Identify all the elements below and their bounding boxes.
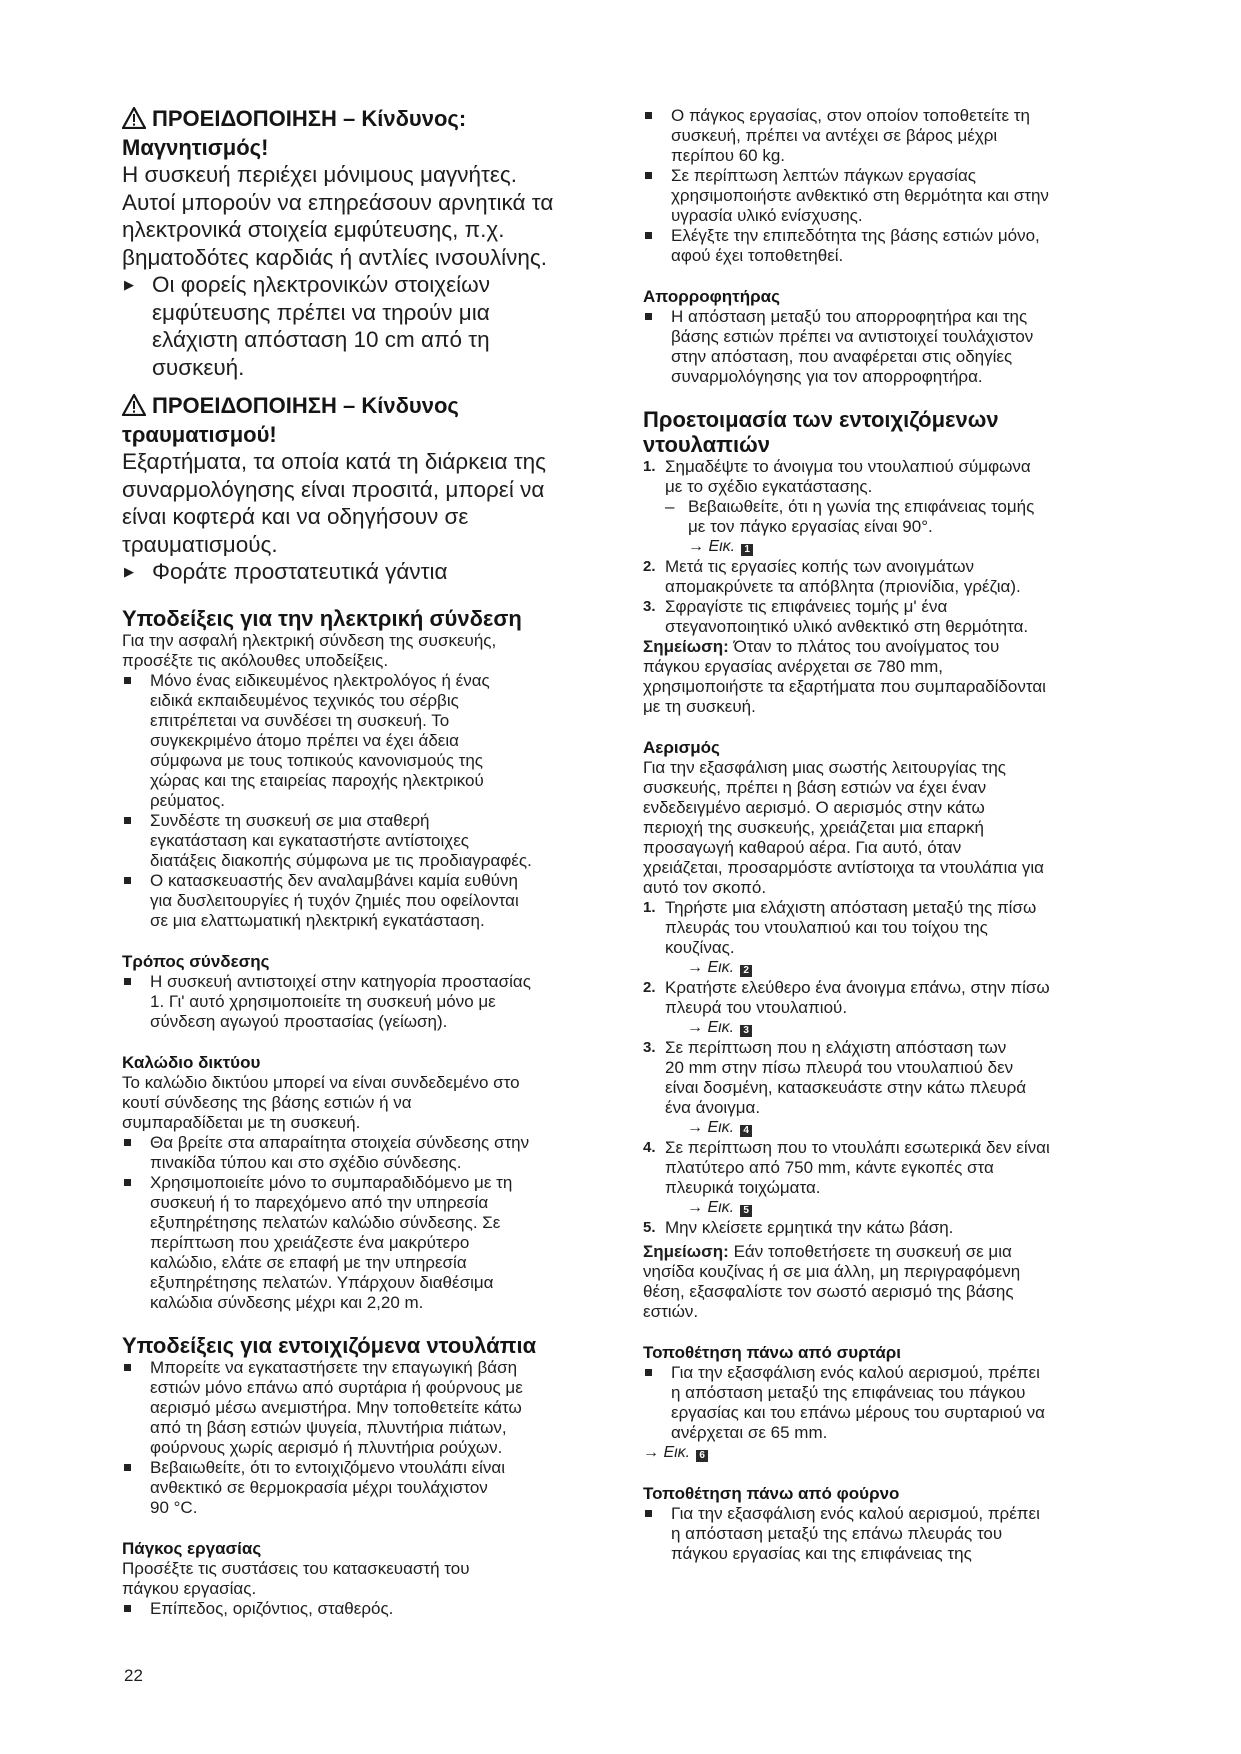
bullet-square-icon xyxy=(645,1510,652,1517)
figure-reference: → Εικ. 3 xyxy=(665,1018,1128,1038)
list-item: Βεβαιωθείτε, ότι το εντοιχιζόμενο ντουλάπι είναι ανθεκτικό σε θερμοκρασία μέχρι τουλάχιστον 90 °C. xyxy=(122,1458,612,1518)
bullet-square-icon xyxy=(124,1364,131,1371)
list-item: 3. Σφραγίστε τις επιφάνειες τομής μ' ένα στεγανοποιητικό υλικό ανθεκτικό στη θερμότητα. xyxy=(643,597,1029,636)
action-step: ▶ Φοράτε προστατευτικά γάντια xyxy=(124,559,448,584)
bullet-square-icon xyxy=(645,172,652,179)
figure-number-badge: 5 xyxy=(740,1205,752,1217)
section-heading: Απορροφητήρας xyxy=(643,287,780,306)
list-item: Μόνο ένας ειδικευμένος ηλεκτρολόγος ή ένας ειδικά εκπαιδευμένος τεχνικός του σέρβις επιτρέπεται να συνδέσει τη συσκευή. Το συγκεκριμένο άτομο πρέπει να έχει άδεια σύμφωνα με τους τοπικούς κανονισμούς της χώρας και της εταιρείας παροχής ηλεκτρικού ρεύματος. xyxy=(122,671,612,811)
warning-text: Η συσκευή περιέχει μόνιμους μαγνήτες. Αυτοί μπορούν να επηρεάσουν αρνητικά τα ηλεκτρονικά στοιχεία εμφύτευσης, π.χ. βηματοδότες καρδιάς ή αντλίες ινσουλίνης. xyxy=(122,162,554,270)
figure-reference: → Εικ. 5 xyxy=(665,1198,1128,1218)
list-item: Συνδέστε τη συσκευή σε μια σταθερή εγκατάσταση και εγκαταστήστε αντίστοιχες διατάξεις διακοπής σύμφωνα με τις προδιαγραφές. xyxy=(122,811,612,871)
list-item: 3. Σε περίπτωση που η ελάχιστη απόσταση των 20 mm στην πίσω πλευρά του ντουλαπιού δεν είναι δοσμένη, κατασκευάστε στην κάτω πλευρά ένα άνοιγμα. → Εικ. 4 xyxy=(643,1038,1128,1138)
list-item: Χρησιμοποιείτε μόνο το συμπαραδιδόμενο με τη συσκευή ή το παρεχόμενο από την υπηρεσία εξυπηρέτησης πελατών καλώδιο σύνδεσης. Σε περίπτωση που χρειάζεστε ένα μακρύτερο καλώδιο, ελάτε σε επαφή με την υπηρεσία εξυπηρέτησης πελατών. Υπάρχουν διαθέσιμα καλώδια σύνδεσης μέχρι και 2,20 m. xyxy=(122,1173,612,1313)
section-electrical-connection: Υποδείξεις για την ηλεκτρική σύνδεση Για την ασφαλή ηλεκτρική σύνδεση της συσκευής, προσέξτε τις ακόλουθες υποδείξεις. Μόνο ένας ειδικευμένος ηλεκτρολόγος ή ένας ειδικά εκπαιδευμένος τεχνικός του σέρβις επιτρέπεται να συνδέσει τη συσκευή. Το συγκεκριμένο άτομο πρέπει να έχει άδεια σύμφωνα με τους τοπικούς κανονισμούς της χώρας και της εταιρείας παροχής ηλεκτρικού ρεύματος. Συνδέστε τη συσκευή σε μια σταθερή εγκατάσταση και εγκαταστήστε αντίστοιχες διατάξεις διακοπής σύμφωνα με τις προδιαγραφές. Ο κατασκευαστής δεν αναλαμβάνει καμία ευθύνη για δυσλειτουργίες ή τυχόν ζημιές που οφείλονται σε μια ελαττωματική ηλεκτρική εγκατάσταση. xyxy=(122,606,612,931)
section-heading: Υποδείξεις για την ηλεκτρική σύνδεση xyxy=(122,605,522,631)
bullet-square-icon xyxy=(645,232,652,239)
list-item: 1. Τηρήστε μια ελάχιστη απόσταση μεταξύ της πίσω πλευράς του ντουλαπιού και του τοίχου της κουζίνας. → Εικ. 2 xyxy=(643,898,1128,978)
section-over-drawer xyxy=(643,1342,1128,1463)
bullet-square-icon xyxy=(124,877,131,884)
list-item: Για την εξασφάλιση ενός καλού αερισμού, πρέπει η απόσταση μεταξύ της επιφάνειας του πάγκου εργασίας και του επάνω μέρους του συρταριού να ανέρχεται σε 65 mm. xyxy=(643,1363,1128,1443)
section-worktop-continued xyxy=(643,106,1128,266)
section-heading: Αερισμός xyxy=(643,738,720,757)
bullet-square-icon xyxy=(124,1179,131,1186)
warning-text: Εξαρτήματα, τα οποία κατά τη διάρκεια της συναρμολόγησης είναι προσιτά, μπορεί να είναι κοφτερά και να οδηγήσουν σε τραυματισμούς. xyxy=(122,449,546,557)
list-item: 2. Κρατήστε ελεύθερο ένα άνοιγμα επάνω, στην πίσω πλευρά του ντουλαπιού. → Εικ. 3 xyxy=(643,978,1128,1038)
list-item: – Βεβαιωθείτε, ότι η γωνία της επιφάνειας τομής με τον πάγκο εργασίας είναι 90°. xyxy=(665,497,1035,536)
figure-number-badge: 1 xyxy=(741,544,753,556)
list-item: 4. Σε περίπτωση που το ντουλάπι εσωτερικά δεν είναι πλατύτερο από 750 mm, κάντε εγκοπές στα πλευρικά τοιχώματα. → Εικ. 5 xyxy=(643,1138,1128,1218)
list-item: 5. Μην κλείσετε ερμητικά την κάτω βάση. xyxy=(643,1218,954,1237)
bullet-square-icon xyxy=(124,1139,131,1146)
list-item: Θα βρείτε στα απαραίτητα στοιχεία σύνδεσης στην πινακίδα τύπου και στο σχέδιο σύνδεσης. xyxy=(122,1133,612,1173)
bullet-square-icon xyxy=(124,1464,131,1471)
figure-reference: → Εικ. 1 xyxy=(643,537,1128,557)
section-over-oven xyxy=(643,1483,1128,1564)
warning-magnetism xyxy=(122,106,612,381)
figure-number-badge: 4 xyxy=(740,1125,752,1137)
list-item: Ελέγξτε την επιπεδότητα της βάσης εστιών μόνο, αφού έχει τοποθετηθεί. xyxy=(643,226,1128,266)
warning-title: ΠΡΟΕΙΔΟΠΟΙΗΣΗ – Κίνδυνος: Μαγνητισμός! xyxy=(122,106,467,160)
list-item: Η συσκευή αντιστοιχεί στην κατηγορία προστασίας 1. Γι' αυτό χρησιμοποιείτε τη συσκευή μόνο με σύνδεση αγωγού προστασίας (γείωση). xyxy=(122,972,612,1032)
list-item: Ο πάγκος εργασίας, στον οποίον τοποθετείτε τη συσκευή, πρέπει να αντέχει σε βάρος μέχρι περίπου 60 kg. xyxy=(643,106,1128,166)
section-mains-cable: Καλώδιο δικτύου Το καλώδιο δικτύου μπορεί να είναι συνδεδεμένο στο κουτί σύνδεσης της βάσης εστιών ή να συμπαραδίδεται με τη συσκευή. Θα βρείτε στα απαραίτητα στοιχεία σύνδεσης στην πινακίδα τύπου και στο σχέδιο σύνδεσης. Χρησιμοποιείτε μόνο το συμπαραδιδόμενο με τη συσκευή ή το παρεχόμενο από την υπηρεσία εξυπηρέτησης πελατών καλώδιο σύνδεσης. Σε περίπτωση που χρειάζεστε ένα μακρύτερο καλώδιο, ελάτε σε επαφή με την υπηρεσία εξυπηρέτησης πελατών. Υπάρχουν διαθέσιμα καλώδια σύνδεσης μέχρι και 2,20 m. xyxy=(122,1052,612,1313)
bullet-square-icon xyxy=(645,1369,652,1376)
section-heading: Καλώδιο δικτύου xyxy=(122,1052,261,1072)
section-heading: Υποδείξεις για εντοιχιζόμενα ντουλάπια xyxy=(122,1332,537,1358)
section-cabinet-preparation xyxy=(643,407,1128,717)
section-heading: Τρόπος σύνδεσης xyxy=(122,951,270,971)
section-heading: Τοποθέτηση πάνω από συρτάρι xyxy=(643,1343,902,1362)
section-builtin-cabinets xyxy=(122,1333,612,1518)
note: Σημείωση: Όταν το πλάτος του ανοίγματος του πάγκου εργασίας ανέρχεται σε 780 mm, χρησιμοποιήστε τα εξαρτήματα που συμπαραδίδονται με τη συσκευή. xyxy=(643,637,1046,716)
figure-number-badge: 6 xyxy=(696,1450,708,1462)
section-extractor-hood xyxy=(643,286,1128,387)
warning-triangle-icon xyxy=(122,394,146,422)
bullet-square-icon xyxy=(124,817,131,824)
figure-reference: → Εικ. 6 xyxy=(643,1443,1128,1463)
warning-triangle-icon xyxy=(122,107,146,135)
bullet-square-icon xyxy=(645,112,652,119)
section-heading: Πάγκος εργασίας xyxy=(122,1538,262,1558)
list-item: Ο κατασκευαστής δεν αναλαμβάνει καμία ευθύνη για δυσλειτουργίες ή τυχόν ζημιές που οφείλονται σε μια ελαττωματική ηλεκτρική εγκατάσταση. xyxy=(122,871,612,931)
section-worktop: Πάγκος εργασίας Προσέξτε τις συστάσεις του κατασκευαστή του πάγκου εργασίας. Επίπεδος, οριζόντιος, σταθερός. xyxy=(122,1538,612,1619)
list-item: Μπορείτε να εγκαταστήσετε την επαγωγική βάση εστιών μόνο επάνω από συρτάρια ή φούρνους με αερισμό μέσω ανεμιστήρα. Μην τοποθετείτε κάτω από τη βάση εστιών ψυγεία, πλυντήρια πιάτων, φούρνους χωρίς αερισμό ή πλυντήρια ρούχων. xyxy=(122,1358,612,1458)
section-ventilation: Αερισμός Για την εξασφάλιση μιας σωστής λειτουργίας της συσκευής, πρέπει η βάση εστιών να έχει έναν ενδεδειγμένο αερισμό. Ο αερισμός στην κάτω περιοχή της συσκευής, χρειάζεται μια επαρκή προσαγωγή καθαρού αέρα. Για αυτό, όταν χρειάζεται, προσαρμόστε αντίστοιχα τα ντουλάπια για αυτό τον σκοπό. 1. Τηρήστε μια ελάχιστη απόσταση μεταξύ της πίσω πλευράς του ντουλαπιού και του τοίχου της κουζίνας. → Εικ. 2 2. Κρατήστε ελεύθερο ένα άνοιγμα επάνω, στην πίσω πλευρά του ντουλαπιού. → Εικ. 3 3. Σε περίπτωση που η ελάχιστη απόσταση των 20 mm στην πίσω πλευρά του ντουλαπιού δεν είναι δοσμένη, κατασκευάστε στην κάτω πλευρά ένα άνοιγμα. → Εικ. 4 4. Σε περίπτωση που το ντουλάπι εσωτερικά δεν είναι πλατύτερο από 750 mm, κάντε εγκοπές στα πλευρικά τοιχώματα. → Εικ. 5 5. Μην κλείσετε ερμητικά την κάτω βάση. Σημείωση: Εάν τοποθετήσετε τη συσκευή σε μια νησίδα κουζίνας ή σε μια άλλη, μη περιγραφόμενη θέση, εξασφαλίστε τον σωστό αερισμό της βάσης εστιών. xyxy=(643,737,1128,1322)
list-item: 2. Μετά τις εργασίες κοπής των ανοιγμάτων απομακρύνετε τα απόβλητα (πριονίδια, γρέζια). xyxy=(643,557,1021,596)
figure-reference: → Εικ. 4 xyxy=(665,1118,1128,1138)
bullet-square-icon xyxy=(124,677,131,684)
figure-number-badge: 3 xyxy=(740,1025,752,1037)
bullet-square-icon xyxy=(645,313,652,320)
section-connection-method xyxy=(122,951,612,1032)
figure-reference: → Εικ. 2 xyxy=(665,958,1128,978)
triangle-right-icon: ▶ xyxy=(124,277,134,292)
note: Σημείωση: Εάν τοποθετήσετε τη συσκευή σε μια νησίδα κουζίνας ή σε μια άλλη, μη περιγραφόμενη θέση, εξασφαλίστε τον σωστό αερισμό της βάσης εστιών. xyxy=(643,1242,1021,1321)
list-item: Επίπεδος, οριζόντιος, σταθερός. xyxy=(122,1599,612,1619)
section-heading: Προετοιμασία των εντοιχιζόμενων ντουλαπιών xyxy=(643,407,999,457)
triangle-right-icon: ▶ xyxy=(124,564,134,579)
bullet-square-icon xyxy=(124,1605,131,1612)
list-item: Σε περίπτωση λεπτών πάγκων εργασίας χρησιμοποιήστε ανθεκτικό στη θερμότητα και στην υγρασία υλικό ενίσχυσης. xyxy=(643,166,1128,226)
page-number: 22 xyxy=(124,1666,143,1685)
list-item: Η απόσταση μεταξύ του απορροφητήρα και της βάσης εστιών πρέπει να αντιστοιχεί τουλάχιστον στην απόσταση, που αναφέρεται στις οδηγίες συναρμολόγησης για τον απορροφητήρα. xyxy=(643,307,1128,387)
figure-number-badge: 2 xyxy=(740,965,752,977)
warning-title: ΠΡΟΕΙΔΟΠΟΙΗΣΗ – Κίνδυνος τραυματισμού! xyxy=(122,393,459,447)
section-heading: Τοποθέτηση πάνω από φούρνο xyxy=(643,1484,900,1503)
right-column xyxy=(643,106,1128,1564)
action-step: ▶ Οι φορείς ηλεκτρονικών στοιχείων εμφύτευσης πρέπει να τηρούν μια ελάχιστη απόσταση 10 cm από τη συσκευή. xyxy=(124,272,490,380)
bullet-square-icon xyxy=(124,978,131,985)
warning-injury xyxy=(122,393,612,586)
left-column xyxy=(122,106,612,1619)
list-item: Για την εξασφάλιση ενός καλού αερισμού, πρέπει η απόσταση μεταξύ της επάνω πλευράς του πάγκου εργασίας και της επιφάνειας της xyxy=(643,1504,1128,1564)
list-item: 1. Σημαδέψτε το άνοιγμα του ντουλαπιού σύμφωνα με το σχέδιο εγκατάστασης. xyxy=(643,457,1031,496)
